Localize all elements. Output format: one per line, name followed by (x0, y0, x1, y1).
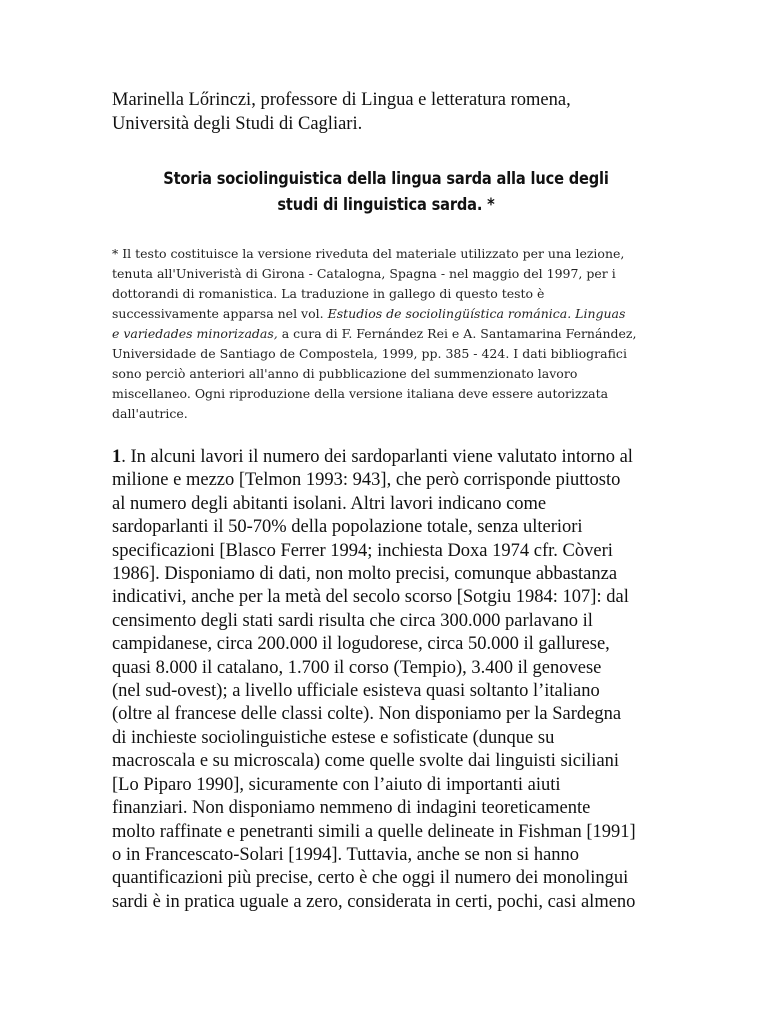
section-number: 1 (112, 447, 122, 467)
author-line: Marinella Lőrinczi, professore di Lingua e letteratura romena, Università degli Studi di Cagliari. (112, 90, 571, 134)
document-page (112, 88, 660, 914)
body-paragraph (112, 446, 660, 914)
paragraph-text: . In alcuni lavori il numero dei sardoparlanti viene valutato intorno al milione e mezzo [Telmon 1993: 943], che però corrisponde piuttosto al numero degli abitanti isolani. Altri lavori indicano come sardoparlanti il 50-70% della popolazione totale, senza ulteriori specificazioni [Blasco Ferrer 1994; inchiesta Doxa 1974 cfr. Còveri 1986]. Disponiamo di dati, non molto precisi, comunque abbastanza indicativi, anche per la metà del secolo scorso [Sotgiu 1984: 107]: dal censimento degli stati sardi risulta che circa 300.000 parlavano il campidanese, circa 200.000 il logudorese, circa 50.000 il gallurese, quasi 8.000 il catalano, 1.700 il corso (Tempio), 3.400 il genovese (nel sud-ovest); a livello ufficiale esisteva quasi soltanto l’italiano (oltre al francese delle classi colte). Non disponiamo per la Sardegna di inchieste sociolinguistiche estese e sofisticate (dunque su macroscala e su microscala) come quelle svolte dai linguisti siciliani [Lo Piparo 1990], sicuramente con l’aiuto di importanti aiuti finanziari. Non disponiamo nemmeno di indagini teoreticamente molto raffinate e penetranti simili a quelle delineate in Fishman [1991] o in Francescato-Solari [1994]. Tuttavia, anche se non si hanno quantificazioni più precise, certo è che oggi il numero dei monolingui sardi è in pratica uguale a zero, considerata in certi, pochi, casi almeno (112, 447, 636, 912)
document-title: Storia sociolinguistica della lingua sarda alla luce degli studi di linguistica sarda. * (163, 169, 609, 215)
footnote-book-title: Estudios de sociolingüística románica. Linguas e variedades minorizadas, (112, 306, 626, 341)
footnote-text-1: * Il testo costituisce la versione riveduta del materiale utilizzato per una lezione, tenuta all'Univeristà di Girona - Catalogna, Spagna - nel maggio del 1997, per i dottorandi di romanistica. La traduzione in gallego di questo testo è successivamente apparsa nel vol. (112, 246, 625, 321)
footnote-text-2: a cura di F. Fernández Rei e A. Santamarina Fernández, Universidade de Santiago de Compostela, 1999, pp. 385 - 424. I dati bibliografici sono perciò anteriori all'anno di pubblicazione del summenzionato lavoro miscellaneo. Ogni riproduzione della versione italiana deve essere autorizzata dall'autrice. (112, 326, 637, 421)
footnote (112, 244, 660, 424)
